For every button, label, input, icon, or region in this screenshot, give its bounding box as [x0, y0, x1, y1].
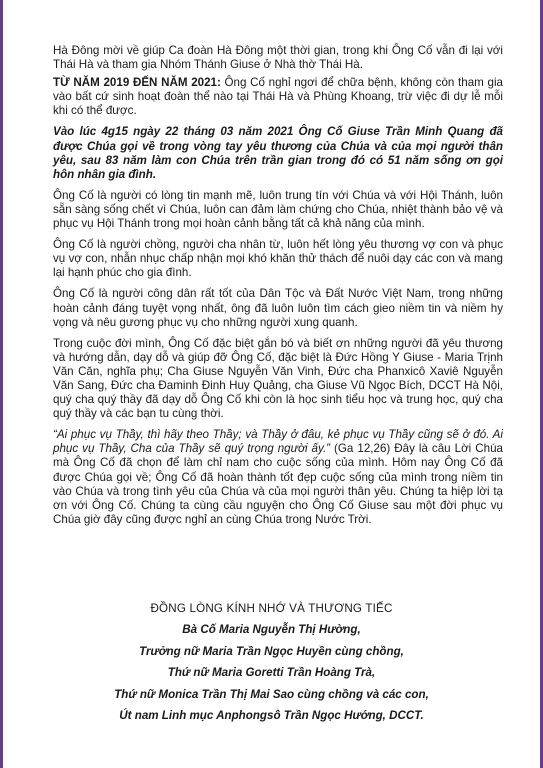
- period-text: Ông Cố nghỉ ngơi để chữa bệnh, không còn tham gia vào bất cứ sinh hoạt đoàn thể nào tại Thái Hà và Phùng Khoang, trừ việc đi dự lễ mỗi khi có thể được.: [53, 76, 503, 118]
- paragraph-passing: Vào lúc 4g15 ngày 22 tháng 03 năm 2021 Ông Cố Giuse Trần Minh Quang đã được Chúa gọi về trong vòng tay yêu thương của Chúa và của mọi người thân yêu, sau 83 năm làm con Chúa trên trần gian trong đó có 51 năm sống ơn gọi hôn nhân gia đình.: [53, 125, 503, 181]
- paragraph-family: Ông Cố là người chồng, người cha nhân từ, luôn hết lòng yêu thương vợ con và phục vụ vợ con, nhẫn nhục chấp nhận mọi khó khăn thử thách để nuôi dạy các con và mang lại hạnh phúc cho gia đình.: [53, 238, 503, 280]
- mourners-heading: ĐỒNG LÒNG KÍNH NHỚ VÀ THƯƠNG TIẾC: [150, 602, 393, 615]
- paragraph-2019-2021: [53, 76, 503, 118]
- paragraph-gratitude: Trong cuộc đời mình, Ông Cố đặc biệt gắn bó và biết ơn những người đã yêu thương và hướng dẫn, dạy dỗ và giúp đỡ Ông Cố, đặc biệt là Đức Hồng Y Giuse - Maria Trịnh Văn Căn, nghĩa phụ; Cha Giuse Nguyễn Văn Vinh, Đức cha Phanxicô Xaviê Nguyễn Văn Sang, Đức cha Đaminh Đinh Huy Quảng, cha Giuse Vũ Ngọc Bích, DCCT Hà Nội, quý cha quý thầy đã dạy dỗ Ông Cố khi còn là học sinh tiểu học và trung học, quý cha quý thầy và các bạn tu cùng thời.: [53, 336, 503, 421]
- scripture-reflection: (Ga 12,26) Đây là câu Lời Chúa mà Ông Cố đã chọn để làm chỉ nam cho cuộc sống của mình. Hôm nay Ông Cố đã được Chúa gọi về; Ông Cố đã hoàn thành tốt đẹp cuộc sống của mình trong niềm tin vào Chúa và trong tình yêu của Chúa và của mọi người thân yêu. Chúng ta hiệp lời tạ ơn với Ông Cố. Chúng ta cùng cầu nguyện cho Ông Cố Giuse sau một đời phục vụ Chúa giờ đây cũng được nghỉ an cùng Chúa trong Nước Trời.: [53, 442, 503, 526]
- mourners-section: [40, 598, 503, 726]
- mourner-name: Bà Cố Maria Nguyễn Thị Hường,: [182, 623, 361, 637]
- period-heading: TỪ NĂM 2019 ĐẾN NĂM 2021:: [53, 76, 221, 90]
- left-border-bar: [0, 0, 3, 768]
- paragraph-scripture: [53, 428, 503, 527]
- mourner-name: Thứ nữ Maria Goretti Trần Hoàng Trà,: [167, 666, 376, 680]
- body-text: [53, 44, 503, 534]
- scripture-quote: “Ai phục vụ Thầy, thì hãy theo Thầy; và Thầy ở đâu, kẻ phục vụ Thầy cũng sẽ ở đó. Ai phục vụ Thầy, Cha của Thầy sẽ quý trọng người ấy.”: [53, 428, 503, 456]
- paragraph-citizen: Ông Cố là người công dân rất tốt của Dân Tộc và Đất Nước Việt Nam, trong những hoàn cảnh đáng tuyệt vọng nhất, ông đã luôn luôn tìm cách gieo niềm tin và niềm hy vọng và nêu gương phục vụ cho những người xung quanh.: [53, 287, 503, 329]
- paragraph-faith: Ông Cố là người có lòng tin mạnh mẽ, luôn trung tín với Chúa và với Hội Thánh, luôn sẵn sàng sống chết vì Chúa, luôn can đảm làm chứng cho Chúa, nhiệt thành bảo vệ và phục vụ Hội Thánh trong mọi hoàn cảnh bằng tất cả khả năng của mình.: [53, 188, 503, 231]
- mourner-name: Trưởng nữ Maria Trần Ngọc Huyền cùng chồng,: [139, 644, 404, 658]
- paragraph-ha-dong: Hà Đông mời về giúp Ca đoàn Hà Đông một thời gian, trong khi Ông Cố vẫn đi lại với Thái Hà và tham gia Nhóm Thánh Giuse ở Nhà thờ Thái Hà.: [53, 44, 503, 72]
- mourner-name: Thứ nữ Monica Trần Thị Mai Sao cùng chồng và các con,: [114, 687, 429, 701]
- mourner-name: Út nam Linh mục Anphongsô Trần Ngọc Hướng, DCCT.: [119, 709, 424, 723]
